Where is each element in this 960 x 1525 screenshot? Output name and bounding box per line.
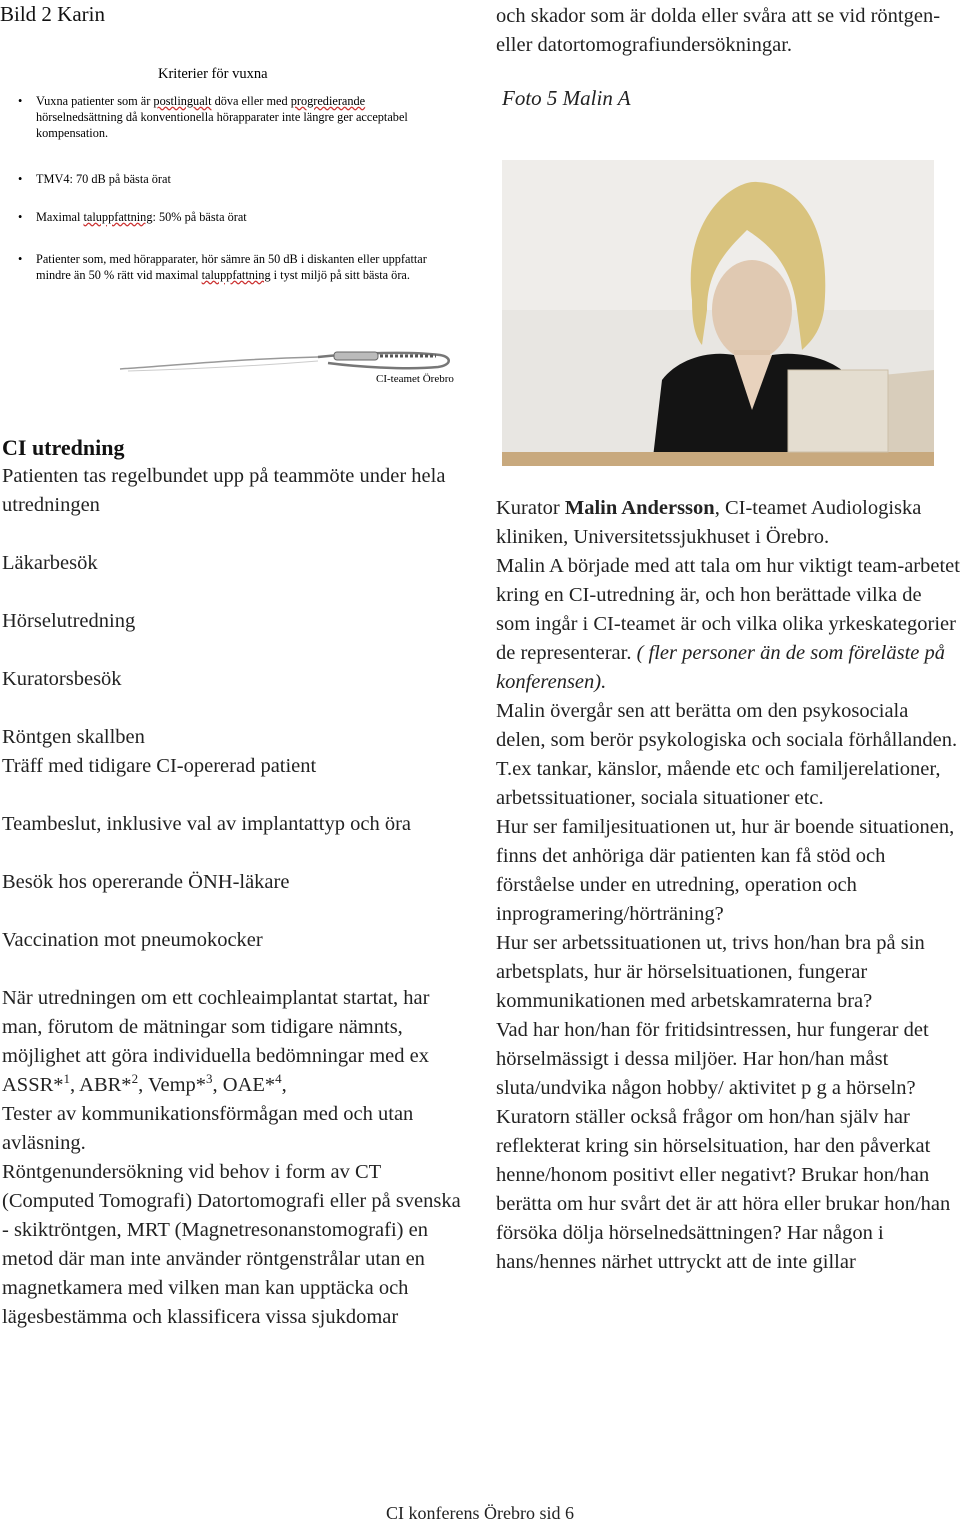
paragraph-teamwork: Malin A började med att tala om hur viktigt team-arbetet kring en CI-utredning är, och hon berättade vilka de som ingår i CI-teamet är och vilka olika yrkeskategorier de representerar. ( fler personer än de som föreläste på konferensen). (496, 555, 960, 693)
right-column (496, 494, 960, 1277)
slide-credit: CI-teamet Örebro (376, 373, 454, 385)
step-vaccination: Vaccination mot pneumokocker (2, 929, 263, 951)
slide-bullet-4: • Patienter som, med hörapparater, hör sämre än 50 dB i diskanten eller uppfattar mindre än 50 % rätt vid maximal taluppfattning i tyst miljö på sitt bästa öra. (18, 251, 438, 283)
paragraph-reflection: Kuratorn ställer också frågor om hon/han själv har reflekterat kring sin hörselsituation, har den påverkat henne/honom positivt eller negativt? Brukar hon/han berätta om hur svårt det är att höra eller brukar hon/han försöka dölja hörselnedsättningen? Har någon i hans/hennes närhet uttryckt att de inte gillar (496, 1106, 951, 1273)
intro-text: Patienten tas regelbundet upp på teammöte under hela utredningen (2, 465, 446, 516)
paragraph-leisure: Vad har hon/han för fritidsintressen, hur fungerar det hörselmässigt i dessa miljöer. Har hon/han måst sluta/undvika någon hobby/ aktivitet p g a hörseln? (496, 1019, 929, 1099)
step-rontgen: Röntgen skallben (2, 726, 145, 748)
slide-bullet-3: • Maximal taluppfattning: 50% på bästa örat (18, 209, 438, 225)
criteria-slide (0, 55, 470, 395)
step-onh-besok: Besök hos opererande ÖNH-läkare (2, 871, 290, 893)
step-teambeslut: Teambeslut, inklusive val av implantattyp och öra (2, 813, 412, 835)
continued-text: och skador som är dolda eller svåra att se vid röntgen- eller datortomografiundersökningar. (496, 5, 941, 56)
photo-caption: Foto 5 Malin A (502, 86, 631, 110)
step-horselutredning: Hörselutredning (2, 610, 136, 632)
step-traff: Träff med tidigare CI-opererad patient (2, 755, 317, 777)
left-image-caption: Bild 2 Karin (0, 2, 105, 26)
slide-bullet-2: • TMV4: 70 dB på bästa örat (18, 171, 438, 187)
step-lakarbesok: Läkarbesök (2, 552, 98, 574)
paragraph-psychosocial: Malin övergår sen att berätta om den psykosociala delen, som berör psykologiska och sociala förhållanden. T.ex tankar, känslor, mående etc och familjerelationer, arbetssituationer, sociala situationer etc. (496, 700, 958, 809)
slide-title: Kriterier för vuxna (158, 66, 268, 82)
page-footer: CI konferens Örebro sid 6 (386, 1503, 574, 1523)
left-column (2, 433, 472, 1332)
paragraph-work: Hur ser arbetssituationen ut, trivs hon/han bra på sin arbetsplats, hur är hörselsituationen, fungerar kommunikationen med arbetskamraterna bra? (496, 932, 925, 1012)
paragraph-family: Hur ser familjesituationen ut, hur är boende situationen, finns det anhöriga där patienten kan få stöd och förståelse under en utredning, operation och inprogramering/hörträning? (496, 816, 955, 925)
step-kuratorsbesok: Kuratorsbesök (2, 668, 122, 690)
section-heading: CI utredning (2, 435, 125, 460)
paragraph-radiology: Röntgenundersökning vid behov i form av CT (Computed Tomografi) Datortomografi eller på svenska - skiktröntgen, MRT (Magnetresonanstomografi) en metod där man inte använder röntgenstrålar utan en magnetkamera med vilken man kan upptäcka och lägesbestämma och klassificera vissa sjukdomar (2, 1161, 461, 1328)
speaker-photo (502, 160, 934, 466)
slide-bullet-1: • Vuxna patienter som är postlingualt döva eller med progredierande hörselnedsättning då konventionella hörapparater inte längre ger acceptabel kompensation. (18, 93, 438, 141)
photo-description: Kurator Malin Andersson, CI-teamet Audiologiska kliniken, Universitetssjukhuset i Örebro. (496, 497, 922, 548)
paragraph-tests: När utredningen om ett cochleaimplantat startat, har man, förutom de mätningar som tidigare nämnts, möjlighet att göra individuella bedömningar med ex ASSR*$^1$, ABR*$^2$, Vemp*$^3$, OAE*$^4$, (2, 987, 430, 1096)
paragraph-communication-tests: Tester av kommunikationsförmågan med och utan avläsning. (2, 1103, 414, 1154)
